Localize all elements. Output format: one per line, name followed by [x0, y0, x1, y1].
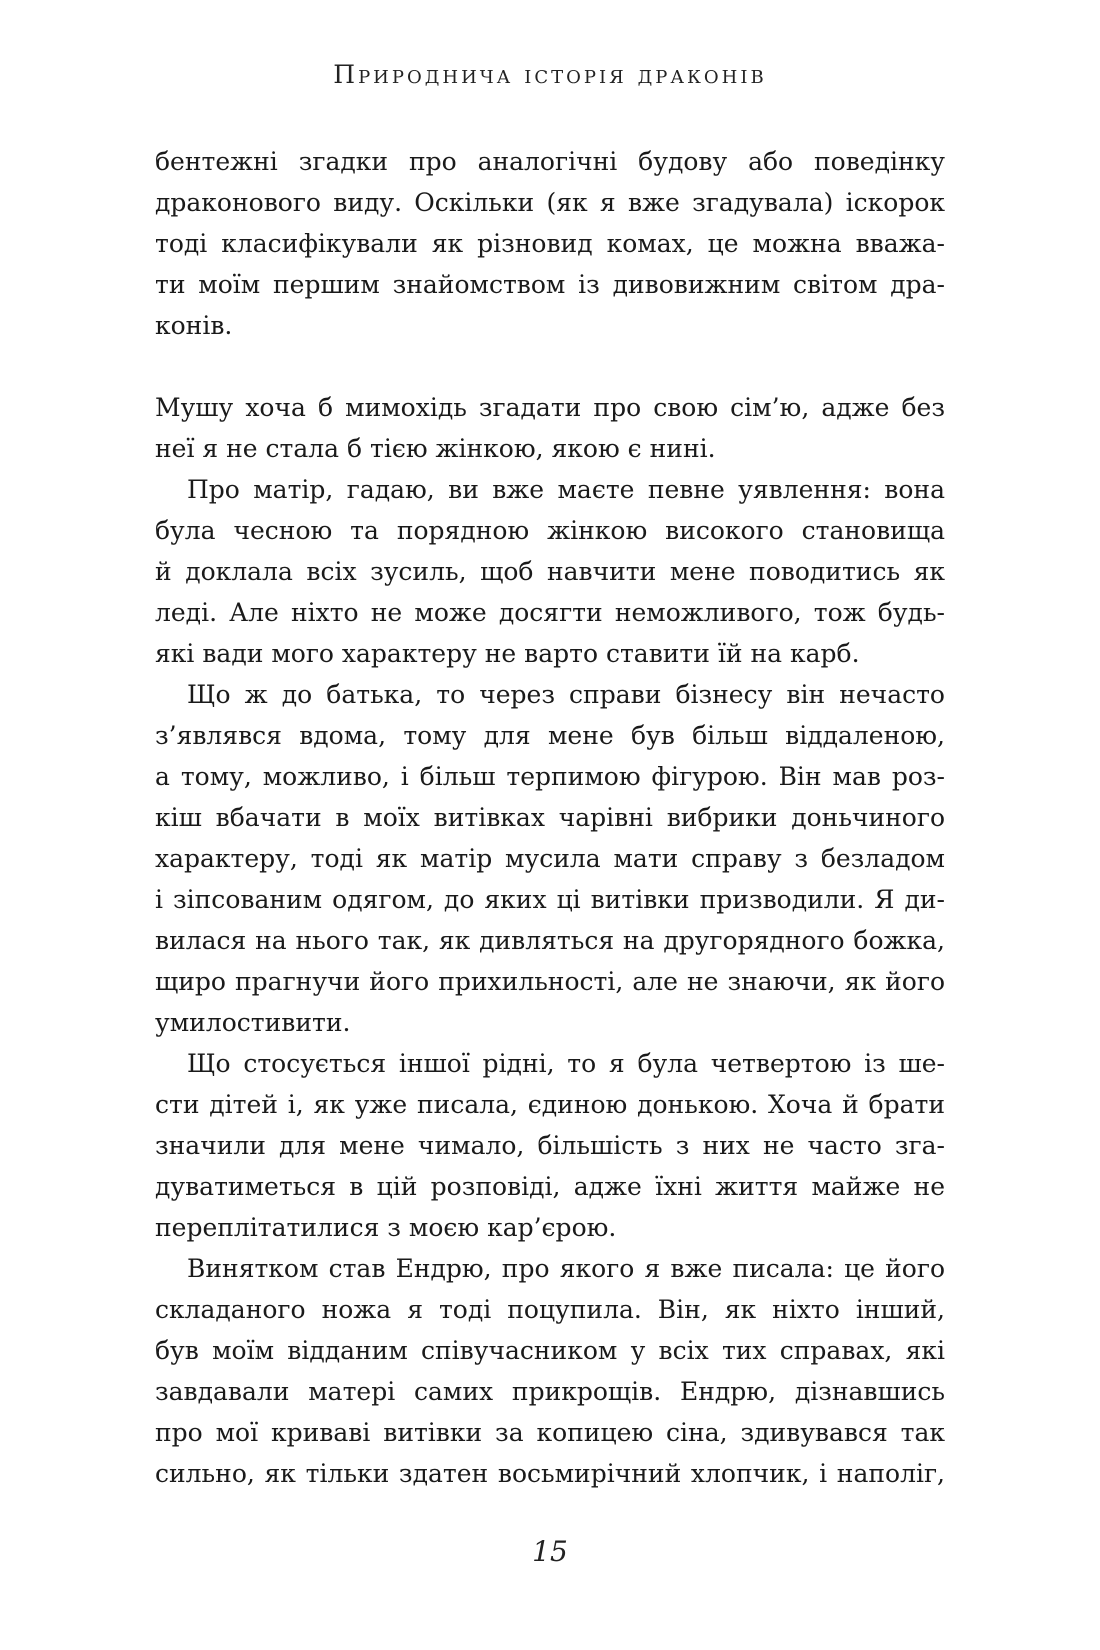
text-line: умилостивити. — [155, 1008, 351, 1037]
text-line: характеру, тоді як матір мусила мати справу з безладом — [155, 844, 945, 873]
text-line: Винятком став Ендрю, про якого я вже писала: це його — [187, 1254, 945, 1283]
text-line: щиро прагнучи його прихильності, але не знаючи, як його — [155, 967, 945, 996]
page-number: 15 — [532, 1535, 568, 1568]
text-line: з’являвся вдома, тому для мене був більш віддаленою, — [155, 721, 945, 750]
text-line: сти дітей і, як уже писала, єдиною донькою. Хоча й брати — [155, 1090, 945, 1119]
text-line: Про матір, гадаю, ви вже маєте певне уявлення: вона — [187, 475, 945, 504]
text-line: а тому, можливо, і більш терпимою фігурою. Він мав роз- — [155, 762, 945, 791]
text-line: був моїм відданим співучасником у всіх тих справах, які — [155, 1336, 945, 1365]
text-line: тоді класифікували як різновид комах, це можна вважа- — [155, 229, 945, 258]
text-line: леді. Але ніхто не може досягти неможливого, тож будь- — [155, 598, 945, 627]
text-line: сильно, як тільки здатен восьмирічний хлопчик, і наполіг, — [155, 1459, 945, 1488]
text-line: Що ж до батька, то через справи бізнесу він нечасто — [187, 680, 945, 709]
text-line: і зіпсованим одягом, до яких ці витівки призводили. Я ди- — [155, 885, 945, 914]
text-line: переплітатилися з моєю кар’єрою. — [155, 1213, 617, 1242]
text-line: Мушу хоча б мимохідь згадати про свою сім’ю, адже без — [155, 393, 945, 422]
running-head: Природнича історія драконів — [333, 60, 767, 89]
text-line: про мої криваві витівки за копицею сіна, здивувався так — [155, 1418, 945, 1447]
text-line: драконового виду. Оскільки (як я вже згадувала) іскорок — [155, 188, 945, 217]
section-break — [155, 346, 945, 387]
text-line: неї я не стала б тією жінкою, якою є нині. — [155, 434, 716, 463]
text-line: бентежні згадки про аналогічні будову або поведінку — [155, 147, 945, 176]
text-line: кіш вбачати в моїх витівках чарівні вибрики доньчиного — [155, 803, 945, 832]
text-line: дуватиметься в цій розповіді, адже їхні життя майже не — [155, 1172, 945, 1201]
text-line: конів. — [155, 311, 233, 340]
text-line: була чесною та порядною жінкою високого становища — [155, 516, 945, 545]
text-line: ти моїм першим знайомством із дивовижним світом дра- — [155, 270, 945, 299]
text-line: завдавали матері самих прикрощів. Ендрю, дізнавшись — [155, 1377, 945, 1406]
main-text — [155, 141, 945, 1494]
text-line: вилася на нього так, як дивляться на другорядного божка, — [155, 926, 945, 955]
text-line: які вади мого характеру не варто ставити їй на карб. — [155, 639, 860, 668]
text-line: Що стосується іншої рідні, то я була четвертою із ше- — [187, 1049, 945, 1078]
text-line: складаного ножа я тоді поцупила. Він, як ніхто інший, — [155, 1295, 945, 1324]
text-line: й доклала всіх зусиль, щоб навчити мене поводитись як — [155, 557, 945, 586]
text-line: значили для мене чимало, більшість з них не часто зга- — [155, 1131, 945, 1160]
